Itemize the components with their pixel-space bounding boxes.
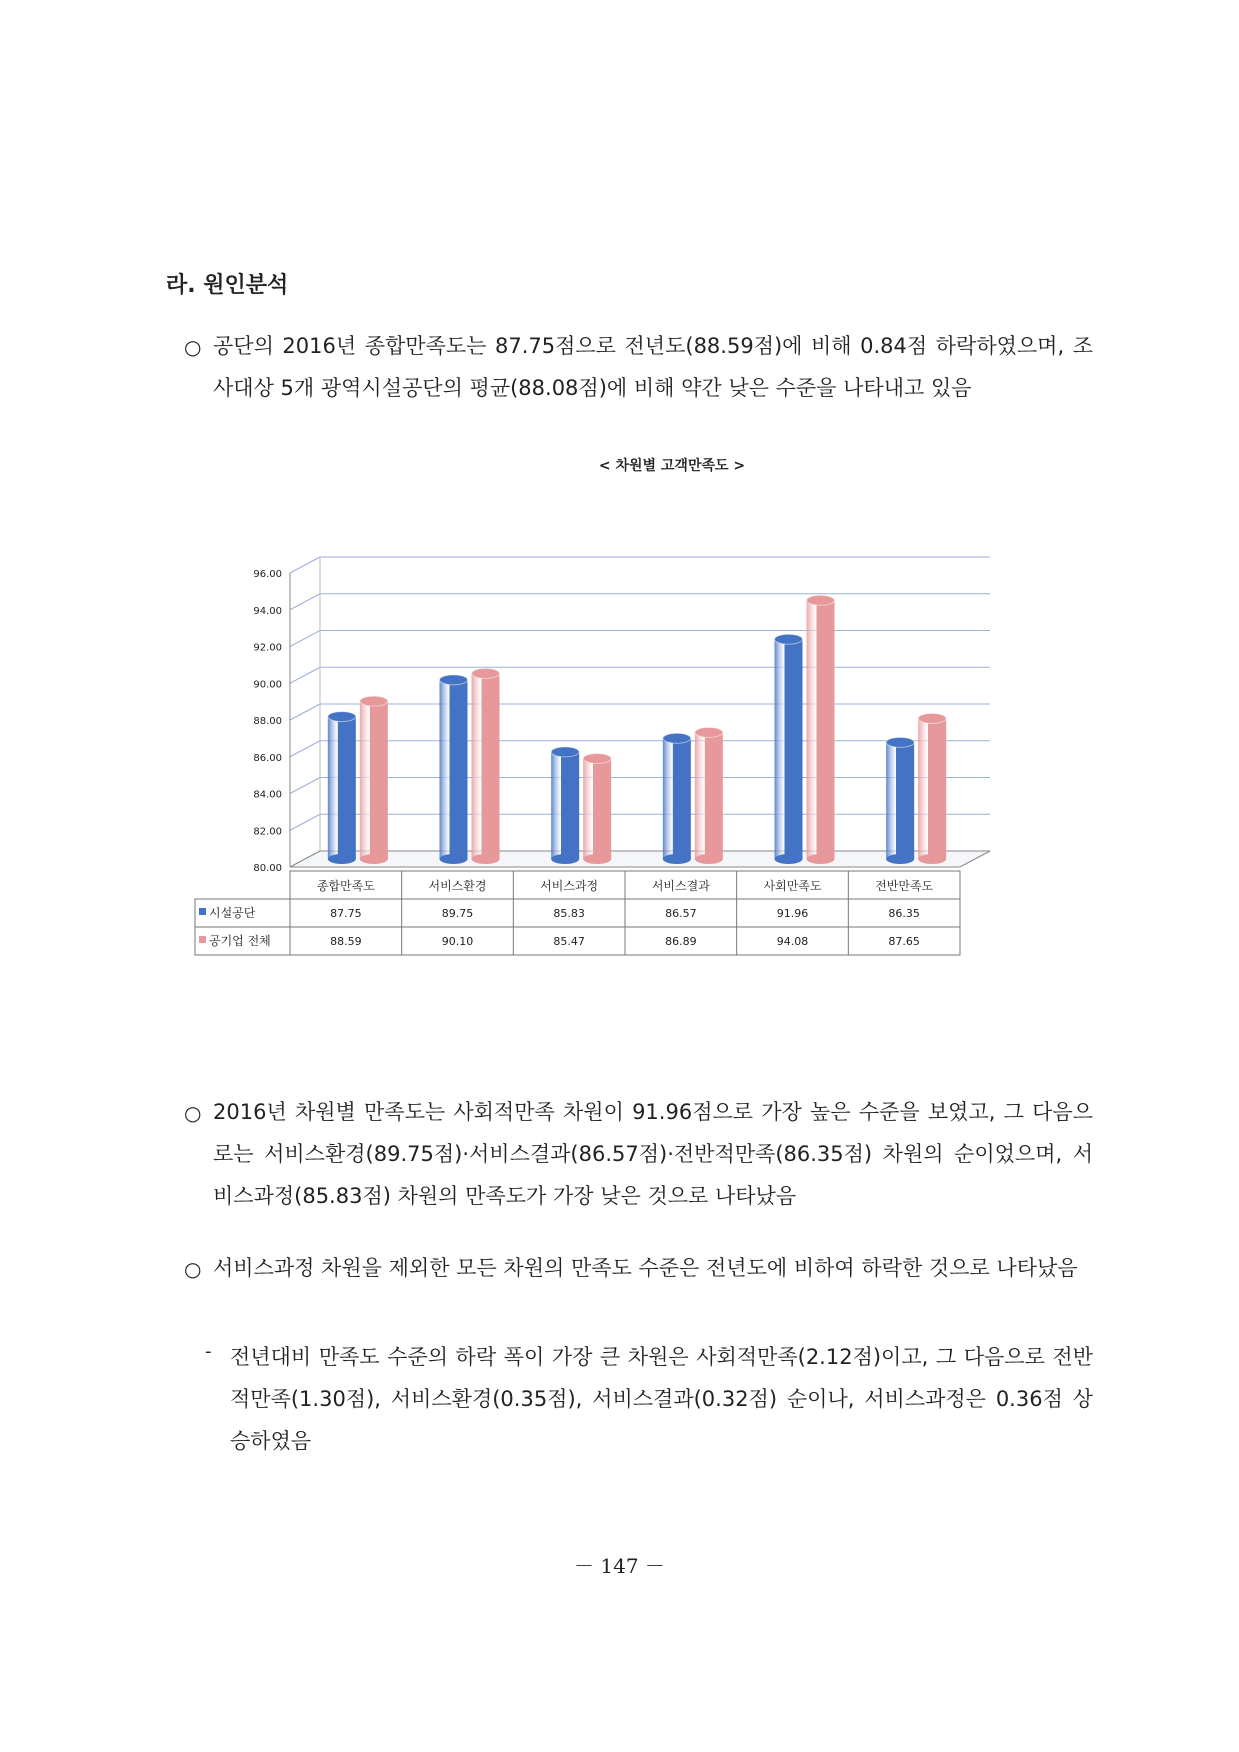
data-label: 88.59 [330,935,362,948]
bar-facility [551,747,579,864]
bar-facility [440,675,468,864]
gridline-depth [290,704,320,720]
data-label: 90.10 [441,935,474,948]
page-number: － 147 － [574,1554,665,1578]
paragraph-2: 2016년 차원별 만족도는 사회적만족 차원이 91.96점으로 가장 높은 수준을 보였고, 그 다음으로는 서비스환경(89.75점)·서비스결과(86.57점)·전반적만족(86.35점) 차원의 순이었으며, 서비스과정(85.83점) 차원의 만족도가 가장 낮은 것으로 나타났음 [213,1100,1093,1208]
legend-key [199,908,206,915]
data-label: 89.75 [441,907,474,920]
data-label: 85.47 [553,935,585,948]
y-tick-label: 82.00 [253,826,282,838]
data-label: 87.65 [888,935,920,948]
y-tick-label: 90.00 [253,679,282,691]
sub-item: 전년대비 만족도 수준의 하락 폭이 가장 큰 차원은 사회적만족(2.12점)이고, 그 다음으로 전반적만족(1.30점), 서비스환경(0.35점), 서비스결과(0.32점) 순이나, 서비스과정은 0.36점 상승하였음 [230,1345,1093,1453]
data-label: 85.83 [553,907,585,920]
bullet-circle: ○ [184,335,202,359]
y-tick-label: 92.00 [253,642,282,654]
data-label: 87.75 [330,907,362,920]
gridline-depth [290,741,320,757]
bar-public-enterprise [583,753,611,864]
paragraph-3: 서비스과정 차원을 제외한 모든 차원의 만족도 수준은 전년도에 비하여 하락한 것으로 나타났음 [213,1256,1078,1280]
gridline-depth [290,557,320,573]
bar-public-enterprise [472,668,500,864]
bar-facility [663,733,691,864]
y-tick-label: 80.00 [253,863,282,874]
gridline-depth [290,667,320,683]
y-tick-label: 88.00 [253,716,282,727]
gridline-depth [290,814,320,830]
data-label: 94.08 [776,935,809,948]
category-label: 사회만족도 [763,879,822,893]
legend-key [199,936,206,943]
bullet-circle: ○ [184,1257,202,1281]
legend-label: 공기업 전체 [209,934,271,948]
chart-satisfaction-by-dimension [209,458,1120,1075]
category-label: 종합만족도 [316,879,375,893]
gridline-depth [290,594,320,610]
gridline-depth [290,778,320,794]
data-label: 86.57 [665,907,697,920]
bar-public-enterprise [807,595,835,864]
chart-title: < 차원별 고객만족도 > [598,458,746,474]
bar-public-enterprise [695,727,723,864]
y-tick-label: 96.00 [253,569,282,580]
paragraph-1: 공단의 2016년 종합만족도는 87.75점으로 전년도(88.59점)에 비해 0.84점 하락하였으며, 조사대상 5개 광역시설공단의 평균(88.08점)에 비해 약간 낮은 수준을 나타내고 있음 [213,334,1093,400]
data-label: 91.96 [776,907,809,920]
bullet-circle: ○ [184,1101,202,1125]
bar-facility [886,737,914,864]
bar-facility [328,712,356,864]
y-tick-label: 86.00 [253,752,282,764]
y-tick-label: 94.00 [253,605,282,617]
data-label: 86.89 [665,935,697,948]
dash-marker: - [205,1341,212,1362]
bar-public-enterprise [360,696,388,864]
section-heading: 라. 원인분석 [166,273,289,298]
bar-public-enterprise [918,713,946,864]
category-label: 서비스환경 [428,879,487,893]
chart-floor [290,851,990,867]
category-label: 서비스과정 [540,879,599,893]
category-label: 전반만족도 [875,879,934,893]
category-label: 서비스결과 [651,879,710,893]
y-tick-label: 84.00 [253,789,282,801]
data-label: 86.35 [888,907,920,920]
legend-label: 시설공단 [209,906,256,920]
bar-facility [775,634,803,864]
gridline-depth [290,631,320,647]
